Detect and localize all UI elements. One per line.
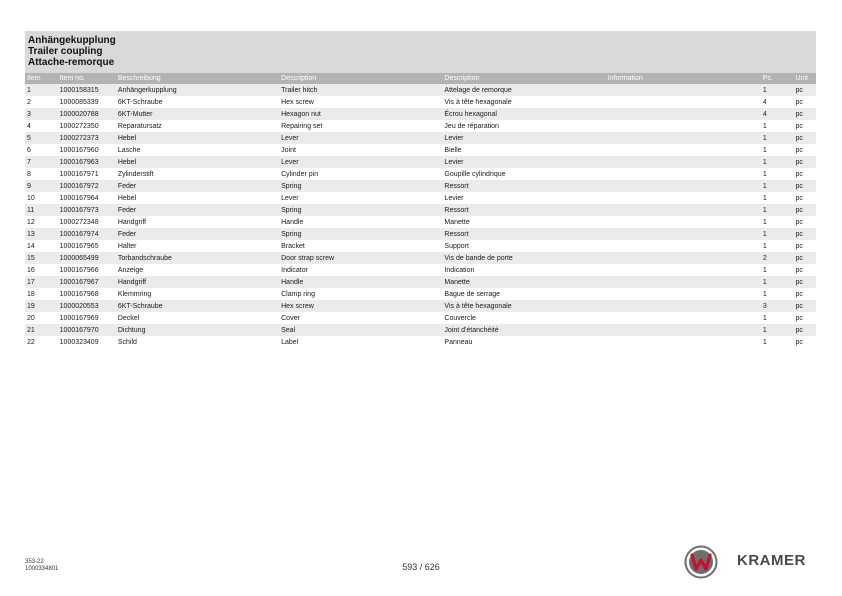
cell-part-number: 1000167963: [59, 158, 99, 166]
table-row: [25, 288, 816, 300]
cell-information: [606, 180, 761, 192]
cell-german-description: Hebel: [117, 134, 137, 142]
cell-item-number: 14: [27, 242, 35, 250]
cell-english-description: Hexagon nut: [281, 110, 321, 118]
cell-quantity: 1: [762, 242, 767, 250]
cell-quantity: 2: [762, 254, 767, 262]
cell-unit: pc: [795, 266, 803, 274]
cell-information: [606, 264, 761, 276]
cell-german-description: Handgriff: [117, 218, 147, 226]
cell-french-description: Attelage de remorque: [444, 86, 512, 94]
table-row: [25, 252, 816, 264]
cell-quantity: 4: [762, 110, 767, 118]
col-header-pc: Pc.: [762, 75, 773, 82]
cell-information: [606, 144, 761, 156]
cell-german-description: Handgriff: [117, 278, 147, 286]
cell-unit: pc: [795, 194, 803, 202]
cell-german-description: Hebel: [117, 194, 137, 202]
cell-french-description: Manette: [444, 218, 470, 226]
cell-english-description: Handle: [281, 218, 304, 226]
cell-quantity: 1: [762, 278, 767, 286]
cell-information: [606, 84, 761, 96]
table-header-row: [25, 73, 816, 84]
cell-german-description: 6KT-Mutter: [117, 110, 153, 118]
cell-quantity: 1: [762, 266, 767, 274]
table-row: [25, 276, 816, 288]
cell-information: [606, 192, 761, 204]
section-title-block: [25, 31, 816, 73]
cell-german-description: Feder: [117, 206, 137, 214]
cell-english-description: Clamp ring: [281, 290, 315, 298]
cell-french-description: Manette: [444, 278, 470, 286]
cell-unit: pc: [795, 302, 803, 310]
title-german: Anhängekupplung: [28, 35, 116, 46]
cell-french-description: Levier: [444, 134, 464, 142]
cell-german-description: 6KT-Schraube: [117, 98, 163, 106]
col-header-information: Information: [607, 75, 643, 82]
cell-part-number: 1000158315: [59, 86, 99, 94]
cell-unit: pc: [795, 242, 803, 250]
cell-item-number: 18: [27, 290, 35, 298]
cell-item-number: 8: [27, 170, 31, 178]
cell-item-number: 7: [27, 158, 31, 166]
cell-french-description: Bague de serrage: [444, 290, 501, 298]
cell-unit: pc: [795, 146, 803, 154]
cell-german-description: Anzeige: [117, 266, 144, 274]
cell-unit: pc: [795, 110, 803, 118]
cell-unit: pc: [795, 134, 803, 142]
cell-item-number: 20: [27, 314, 35, 322]
table-row: [25, 132, 816, 144]
cell-quantity: 3: [762, 302, 767, 310]
cell-part-number: 1000065499: [59, 254, 99, 262]
cell-french-description: Couvercle: [444, 314, 476, 322]
cell-english-description: Lever: [281, 134, 299, 142]
cell-part-number: 1000167970: [59, 326, 99, 334]
cell-german-description: Torbandschraube: [117, 254, 172, 262]
cell-english-description: Label: [281, 338, 299, 346]
cell-information: [606, 252, 761, 264]
cell-item-number: 15: [27, 254, 35, 262]
cell-part-number: 1000167971: [59, 170, 99, 178]
cell-item-number: 10: [27, 194, 35, 202]
cell-german-description: Klemmring: [117, 290, 152, 298]
cell-french-description: Levier: [444, 194, 464, 202]
cell-german-description: Lasche: [117, 146, 141, 154]
cell-unit: pc: [795, 86, 803, 94]
cell-unit: pc: [795, 338, 803, 346]
cell-information: [606, 156, 761, 168]
footer-code: 353-22: [25, 559, 44, 565]
kramer-logo-icon: [684, 545, 718, 579]
cell-item-number: 5: [27, 134, 31, 142]
cell-quantity: 1: [762, 146, 767, 154]
table-row: [25, 180, 816, 192]
cell-item-number: 9: [27, 182, 31, 190]
cell-quantity: 1: [762, 326, 767, 334]
cell-english-description: Trailer hitch: [281, 86, 318, 94]
cell-quantity: 1: [762, 290, 767, 298]
cell-unit: pc: [795, 230, 803, 238]
cell-part-number: 1000085339: [59, 98, 99, 106]
cell-french-description: Ressort: [444, 182, 469, 190]
cell-unit: pc: [795, 122, 803, 130]
cell-french-description: Joint d'étanchéité: [444, 326, 499, 334]
cell-quantity: 1: [762, 170, 767, 178]
cell-german-description: Hebel: [117, 158, 137, 166]
cell-german-description: Feder: [117, 230, 137, 238]
cell-quantity: 1: [762, 182, 767, 190]
table-row: [25, 324, 816, 336]
cell-information: [606, 168, 761, 180]
cell-english-description: Indicator: [281, 266, 308, 274]
cell-english-description: Spring: [281, 182, 302, 190]
title-french: Attache-remorque: [28, 57, 115, 68]
cell-unit: pc: [795, 170, 803, 178]
col-header-item-no: Item no.: [59, 75, 85, 82]
cell-item-number: 12: [27, 218, 35, 226]
cell-part-number: 1000167964: [59, 194, 99, 202]
col-header-unit: Unit: [795, 75, 808, 82]
table-row: [25, 192, 816, 204]
cell-french-description: Jeu de réparation: [444, 122, 499, 130]
cell-unit: pc: [795, 158, 803, 166]
cell-english-description: Door strap screw: [281, 254, 335, 262]
cell-german-description: Feder: [117, 182, 137, 190]
cell-german-description: 6KT-Schraube: [117, 302, 163, 310]
table-row: [25, 156, 816, 168]
cell-part-number: 1000167974: [59, 230, 99, 238]
cell-information: [606, 312, 761, 324]
cell-part-number: 1000167973: [59, 206, 99, 214]
cell-german-description: Dichtung: [117, 326, 146, 334]
cell-unit: pc: [795, 206, 803, 214]
cell-french-description: Indication: [444, 266, 475, 274]
cell-information: [606, 120, 761, 132]
cell-information: [606, 216, 761, 228]
cell-unit: pc: [795, 326, 803, 334]
cell-item-number: 19: [27, 302, 35, 310]
cell-quantity: 1: [762, 134, 767, 142]
cell-information: [606, 300, 761, 312]
table-row: [25, 300, 816, 312]
cell-item-number: 4: [27, 122, 31, 130]
cell-french-description: Goupille cylindrique: [444, 170, 506, 178]
cell-french-description: Panneau: [444, 338, 473, 346]
cell-german-description: Schild: [117, 338, 137, 346]
cell-part-number: 1000167969: [59, 314, 99, 322]
cell-information: [606, 108, 761, 120]
cell-quantity: 1: [762, 86, 767, 94]
cell-part-number: 1000272350: [59, 122, 99, 130]
cell-french-description: Vis à tête hexagonale: [444, 302, 512, 310]
cell-unit: pc: [795, 278, 803, 286]
cell-part-number: 1000020788: [59, 110, 99, 118]
cell-item-number: 22: [27, 338, 35, 346]
cell-item-number: 1: [27, 86, 31, 94]
cell-part-number: 1000167972: [59, 182, 99, 190]
table-row: [25, 144, 816, 156]
cell-item-number: 2: [27, 98, 31, 106]
cell-item-number: 13: [27, 230, 35, 238]
cell-english-description: Hex screw: [281, 98, 314, 106]
cell-german-description: Halter: [117, 242, 137, 250]
cell-information: [606, 96, 761, 108]
cell-english-description: Handle: [281, 278, 304, 286]
cell-unit: pc: [795, 254, 803, 262]
cell-quantity: 1: [762, 194, 767, 202]
col-header-description-fr: Description: [444, 75, 480, 82]
cell-part-number: 1000167967: [59, 278, 99, 286]
cell-french-description: Vis de bande de porte: [444, 254, 513, 262]
cell-english-description: Spring: [281, 230, 302, 238]
table-body: [25, 84, 816, 348]
cell-unit: pc: [795, 314, 803, 322]
cell-part-number: 1000167965: [59, 242, 99, 250]
cell-french-description: Écrou hexagonal: [444, 110, 497, 118]
cell-quantity: 1: [762, 230, 767, 238]
cell-german-description: Anhängerkupplung: [117, 86, 177, 94]
cell-english-description: Cover: [281, 314, 300, 322]
cell-item-number: 11: [27, 206, 35, 214]
cell-information: [606, 336, 761, 348]
col-header-beschreibung: Beschreibung: [117, 75, 161, 82]
cell-german-description: Reparatursatz: [117, 122, 162, 130]
cell-part-number: 1000167966: [59, 266, 99, 274]
cell-quantity: 4: [762, 98, 767, 106]
cell-information: [606, 288, 761, 300]
cell-part-number: 1000167960: [59, 146, 99, 154]
cell-english-description: Bracket: [281, 242, 305, 250]
cell-quantity: 1: [762, 206, 767, 214]
brand-name: KRAMER: [737, 552, 806, 569]
parts-table: [25, 73, 816, 348]
cell-information: [606, 324, 761, 336]
cell-french-description: Support: [444, 242, 469, 250]
cell-information: [606, 240, 761, 252]
cell-part-number: 1000020553: [59, 302, 99, 310]
footer-doc-number: 1000334801: [25, 566, 59, 572]
cell-information: [606, 228, 761, 240]
col-header-item: Item: [27, 75, 41, 82]
col-header-description-en: Description: [281, 75, 317, 82]
title-english: Trailer coupling: [28, 46, 103, 57]
table-row: [25, 216, 816, 228]
cell-information: [606, 132, 761, 144]
cell-part-number: 1000167968: [59, 290, 99, 298]
cell-unit: pc: [795, 98, 803, 106]
cell-french-description: Levier: [444, 158, 464, 166]
cell-english-description: Joint: [281, 146, 296, 154]
cell-part-number: 1000272373: [59, 134, 99, 142]
table-row: [25, 240, 816, 252]
cell-english-description: Repairing set: [281, 122, 323, 130]
cell-english-description: Spring: [281, 206, 302, 214]
cell-german-description: Zylinderstift: [117, 170, 154, 178]
cell-unit: pc: [795, 182, 803, 190]
table-row: [25, 108, 816, 120]
cell-information: [606, 204, 761, 216]
cell-item-number: 3: [27, 110, 31, 118]
cell-german-description: Deckel: [117, 314, 140, 322]
cell-item-number: 21: [27, 326, 35, 334]
cell-english-description: Seal: [281, 326, 296, 334]
cell-french-description: Bielle: [444, 146, 462, 154]
cell-item-number: 16: [27, 266, 35, 274]
cell-french-description: Ressort: [444, 230, 469, 238]
table-row: [25, 168, 816, 180]
table-row: [25, 264, 816, 276]
table-row: [25, 336, 816, 348]
table-row: [25, 204, 816, 216]
cell-english-description: Lever: [281, 158, 299, 166]
cell-unit: pc: [795, 218, 803, 226]
cell-unit: pc: [795, 290, 803, 298]
cell-quantity: 1: [762, 122, 767, 130]
cell-quantity: 1: [762, 314, 767, 322]
table-row: [25, 84, 816, 96]
page-number: 593 / 626: [402, 562, 440, 572]
cell-english-description: Lever: [281, 194, 299, 202]
cell-english-description: Cylinder pin: [281, 170, 319, 178]
cell-quantity: 1: [762, 158, 767, 166]
table-row: [25, 120, 816, 132]
table-row: [25, 228, 816, 240]
cell-french-description: Ressort: [444, 206, 469, 214]
cell-item-number: 17: [27, 278, 35, 286]
cell-quantity: 1: [762, 218, 767, 226]
cell-part-number: 1000272348: [59, 218, 99, 226]
cell-item-number: 6: [27, 146, 31, 154]
cell-english-description: Hex screw: [281, 302, 314, 310]
cell-information: [606, 276, 761, 288]
table-row: [25, 312, 816, 324]
table-row: [25, 96, 816, 108]
cell-part-number: 1000323409: [59, 338, 99, 346]
cell-quantity: 1: [762, 338, 767, 346]
cell-french-description: Vis à tête hexagonale: [444, 98, 512, 106]
